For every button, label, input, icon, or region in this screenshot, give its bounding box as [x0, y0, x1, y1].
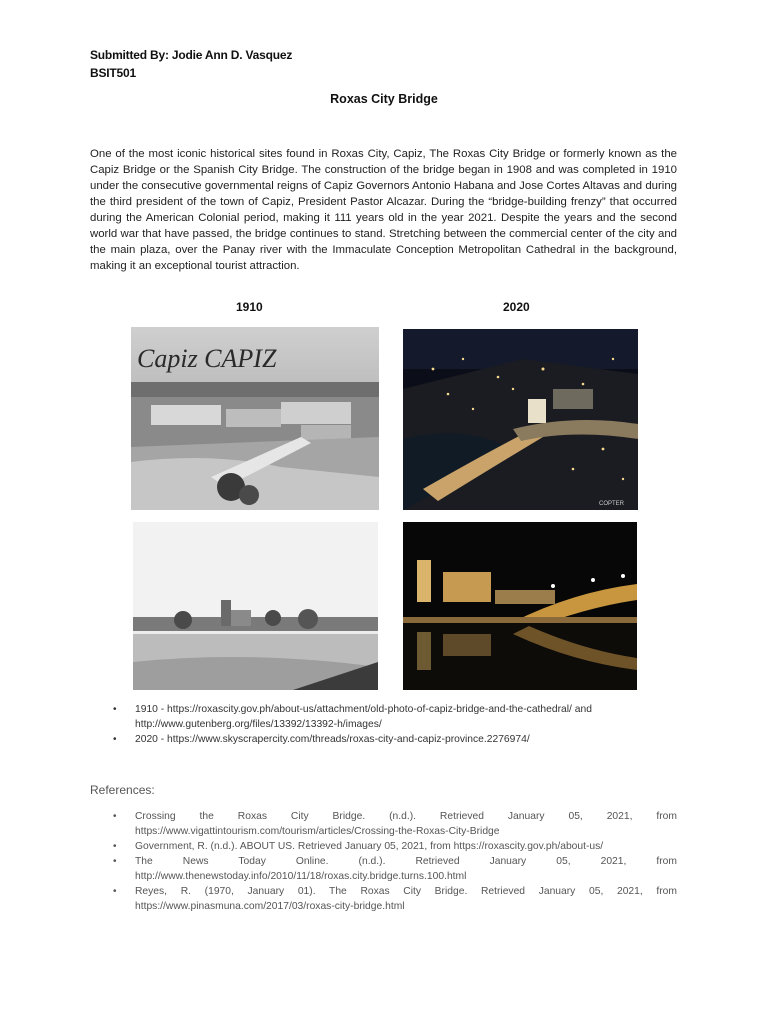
bullet-icon: • [113, 856, 117, 867]
bullet-icon: • [113, 811, 117, 822]
reference-3-line-2: http://www.thenewstoday.info/2010/11/18/roxas.city.bridge.turns.100.html [135, 871, 467, 882]
photo-1910-aerial [131, 327, 379, 510]
list-item [113, 732, 673, 747]
list-item [113, 839, 677, 854]
bullet-icon: • [113, 734, 117, 745]
bullet-icon: • [113, 704, 117, 715]
photo-1910-cathedral-bridge [133, 522, 378, 690]
list-item [113, 809, 677, 824]
list-item [113, 824, 677, 839]
body-paragraph: One of the most iconic historical sites found in Roxas City, Capiz, The Roxas City Bridge or formerly known as the Capiz Bridge or the Spanish City Bridge. The construction of the bridge began in 1908 and was completed in 1910 under the consecutive governmental reigns of Capiz Governors Antonio Habana and Jose Cortes Altavas and during the third president of the town of Capiz, President Pastor Alcazar. During the “bridge-building frenzy” that occurred during the American Colonial period, making it 111 years old in the year 2021. Despite the years and the second world war that have passed, the bridge continues to stand. Stretching between the commercial center of the city and the main plaza, over the Panay river with the Immaculate Conception Metropolitan Cathedral in the background, making it an exceptional tourist attraction. [90, 148, 677, 272]
submitted-by-block [90, 46, 292, 82]
list-item [113, 884, 677, 899]
list-item [113, 869, 677, 884]
reference-2: Government, R. (n.d.). ABOUT US. Retrieved January 05, 2021, from https://roxascity.gov.ph/about-us/ [135, 841, 604, 852]
document-title: Roxas City Bridge [330, 92, 438, 106]
photo-2020-aerial [403, 329, 638, 510]
source-1910: 1910 - https://roxascity.gov.ph/about-us/attachment/old-photo-of-capiz-bridge-and-the-cathedral/ and http://www.gutenberg.org/files/13392/13392-h/images/ [135, 704, 592, 730]
photo-sources-list [113, 702, 673, 747]
photo-1910-caption: Capiz CAPIZ [137, 344, 277, 373]
submitted-by-line: Submitted By: Jodie Ann D. Vasquez [90, 48, 293, 62]
reference-4-line-2: https://www.pinasmuna.com/2017/03/roxas-city-bridge.html [135, 901, 405, 912]
reference-3-line-1: The News Today Online. (n.d.). Retrieved January 05, 2021, from [135, 856, 677, 867]
reference-4-line-1: Reyes, R. (1970, January 01). The Roxas City Bridge. Retrieved January 05, 2021, from [135, 886, 677, 897]
year-label-1910: 1910 [236, 300, 263, 314]
photo-2020-watermark: COPTER [599, 501, 625, 507]
list-item [113, 702, 673, 732]
references-heading: References: [90, 783, 155, 797]
list-item [113, 899, 677, 914]
list-item [113, 854, 677, 869]
references-list [113, 809, 677, 914]
bullet-icon: • [113, 886, 117, 897]
photo-2020-night-bridge [403, 522, 637, 690]
reference-1-line-1: Crossing the Roxas City Bridge. (n.d.). Retrieved January 05, 2021, from [135, 811, 677, 822]
source-2020: 2020 - https://www.skyscrapercity.com/threads/roxas-city-and-capiz-province.2276974/ [135, 734, 530, 745]
section-line: BSIT501 [90, 66, 136, 80]
year-label-2020: 2020 [503, 300, 530, 314]
reference-1-line-2: https://www.vigattintourism.com/tourism/articles/Crossing-the-Roxas-City-Bridge [135, 826, 500, 837]
bullet-icon: • [113, 841, 117, 852]
